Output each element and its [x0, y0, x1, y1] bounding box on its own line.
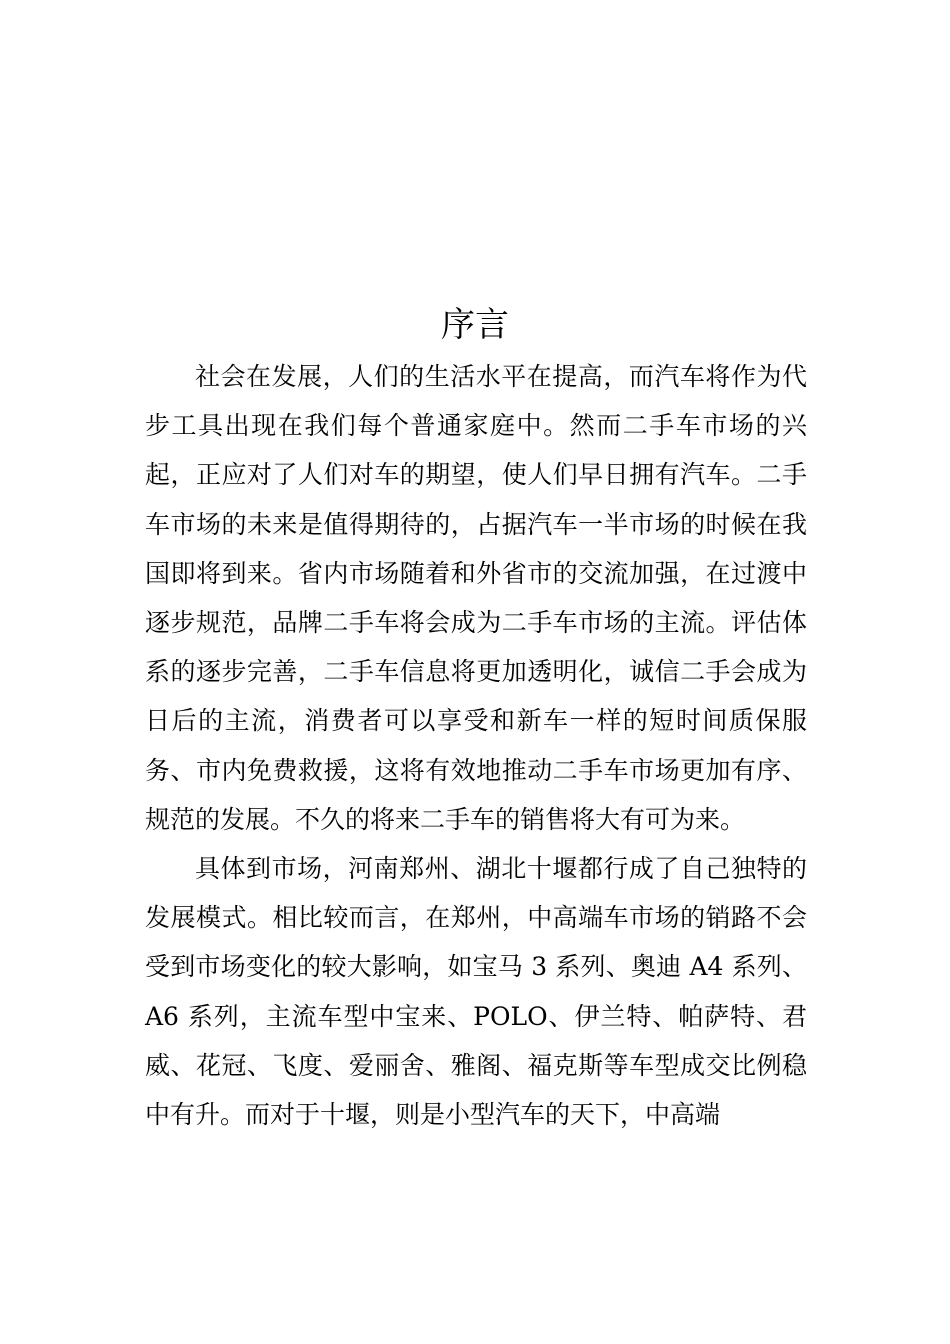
paragraph-2: 具体到市场，河南郑州、湖北十堰都行成了自己独特的发展模式。相比较而言，在郑州，中高端车市场的销路不会受到市场变化的较大影响，如宝马 3 系列、奥迪 A4 系列、A6 系列，主流车型中宝来、POLO、伊兰特、帕萨特、君威、花冠、飞度、爱丽舍、雅阁、福克斯等车型成交比例稳中有升。而对于十堰，则是小型汽车的天下，中高端 — [145, 854, 807, 1130]
document-body — [145, 352, 807, 1139]
document-title: 序言 — [441, 305, 509, 345]
paragraph-1: 社会在发展，人们的生活水平在提高，而汽车将作为代步工具出现在我们每个普通家庭中。然而二手车市场的兴起，正应对了人们对车的期望，使人们早日拥有汽车。二手车市场的未来是值得期待的，占据汽车一半市场的时候在我国即将到来。省内市场随着和外省市的交流加强，在过渡中逐步规范，品牌二手车将会成为二手车市场的主流。评估体系的逐步完善，二手车信息将更加透明化，诚信二手会成为日后的主流，消费者可以享受和新车一样的短时间质保服务、市内免费救援，这将有效地推动二手车市场更加有序、规范的发展。不久的将来二手车的销售将大有可为来。 — [145, 362, 807, 834]
